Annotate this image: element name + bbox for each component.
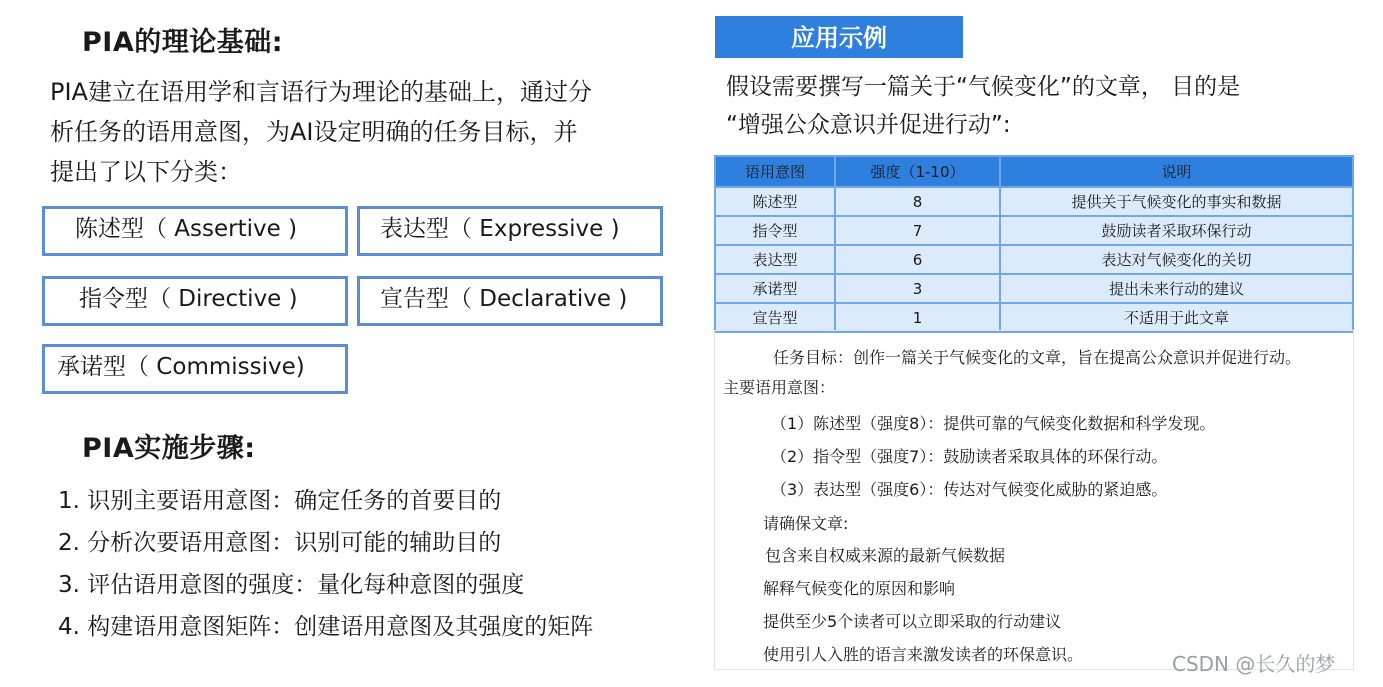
table-cell: 鼓励读者采取环保行动	[1000, 216, 1353, 245]
table-cell: 陈述型	[715, 187, 835, 216]
table-cell: 表达型	[715, 245, 835, 274]
step-item: 2. 分析次要语用意图：识别可能的辅助目的	[58, 530, 502, 556]
table-row	[715, 274, 1353, 303]
example-intro	[726, 68, 1240, 144]
task-goal: 任务目标：创作一篇关于气候变化的文章，旨在提高公众意识并促进行动。	[773, 348, 1302, 367]
table-row	[715, 216, 1353, 245]
steps-list	[58, 480, 593, 648]
table-cell: 1	[835, 303, 1000, 332]
table-cell: 指令型	[715, 216, 835, 245]
table-cell: 不适用于此文章	[1000, 303, 1353, 332]
theory-intro-line: 析任务的语用意图，为AI设定明确的任务目标，并	[50, 118, 578, 146]
table-header: 语用意图	[715, 156, 835, 187]
section-title-steps: PIA实施步骤:	[82, 433, 256, 464]
watermark: CSDN @长久的梦	[1172, 652, 1336, 676]
table-header: 说明	[1000, 156, 1353, 187]
table-cell: 3	[835, 274, 1000, 303]
ensure-label: 请确保文章:	[763, 514, 849, 533]
intent-item: （3）表达型（强度6）：传达对气候变化威胁的紧迫感。	[771, 480, 1168, 499]
table-cell: 承诺型	[715, 274, 835, 303]
intent-item: （1）陈述型（强度8）：提供可靠的气候变化数据和科学发现。	[771, 414, 1216, 433]
table-cell: 提供关于气候变化的事实和数据	[1000, 187, 1353, 216]
example-banner: 应用示例	[715, 16, 963, 58]
category-assertive-box: 陈述型（ Assertive )	[42, 206, 348, 256]
table-header: 强度（1-10）	[835, 156, 1000, 187]
ensure-item: 解释气候变化的原因和影响	[763, 579, 956, 598]
table-cell: 6	[835, 245, 1000, 274]
prompt-panel	[714, 330, 1354, 670]
category-commissive-box: 承诺型（ Commissive)	[42, 344, 348, 394]
table-row	[715, 245, 1353, 274]
table-cell: 宣告型	[715, 303, 835, 332]
main-intent-label: 主要语用意图：	[723, 378, 836, 397]
ensure-item: 提供至少5个读者可以立即采取的行动建议	[763, 612, 1062, 631]
ensure-item: 包含来自权威来源的最新气候数据	[765, 546, 1006, 565]
table-cell: 表达对气候变化的关切	[1000, 245, 1353, 274]
step-item: 3. 评估语用意图的强度：量化每种意图的强度	[58, 572, 525, 598]
table-row	[715, 303, 1353, 332]
example-intro-line: “增强公众意识并促进行动”:	[726, 112, 1011, 138]
step-item: 4. 构建语用意图矩阵：创建语用意图及其强度的矩阵	[58, 614, 594, 640]
category-directive-box: 指令型（ Directive )	[42, 276, 348, 326]
ensure-item: 使用引人入胜的语言来激发读者的环保意识。	[763, 645, 1084, 664]
table-cell: 8	[835, 187, 1000, 216]
example-intro-line: 假设需要撰写一篇关于“气候变化”的文章， 目的是	[726, 74, 1241, 100]
table-row	[715, 187, 1353, 216]
theory-intro-line: PIA建立在语用学和言语行为理论的基础上，通过分	[50, 78, 592, 106]
theory-intro-line: 提出了以下分类：	[50, 158, 242, 186]
step-item: 1. 识别主要语用意图：确定任务的首要目的	[58, 488, 502, 514]
category-declarative-box: 宣告型（ Declarative )	[357, 276, 663, 326]
table-cell: 提出未来行动的建议	[1000, 274, 1353, 303]
intent-item: （2）指令型（强度7）：鼓励读者采取具体的环保行动。	[771, 447, 1168, 466]
category-expressive-box: 表达型（ Expressive )	[357, 206, 663, 256]
table-header-row	[715, 156, 1353, 187]
section-title-theory: PIA的理论基础:	[82, 27, 284, 58]
table-cell: 7	[835, 216, 1000, 245]
intent-table	[714, 155, 1354, 333]
theory-intro	[50, 72, 592, 192]
